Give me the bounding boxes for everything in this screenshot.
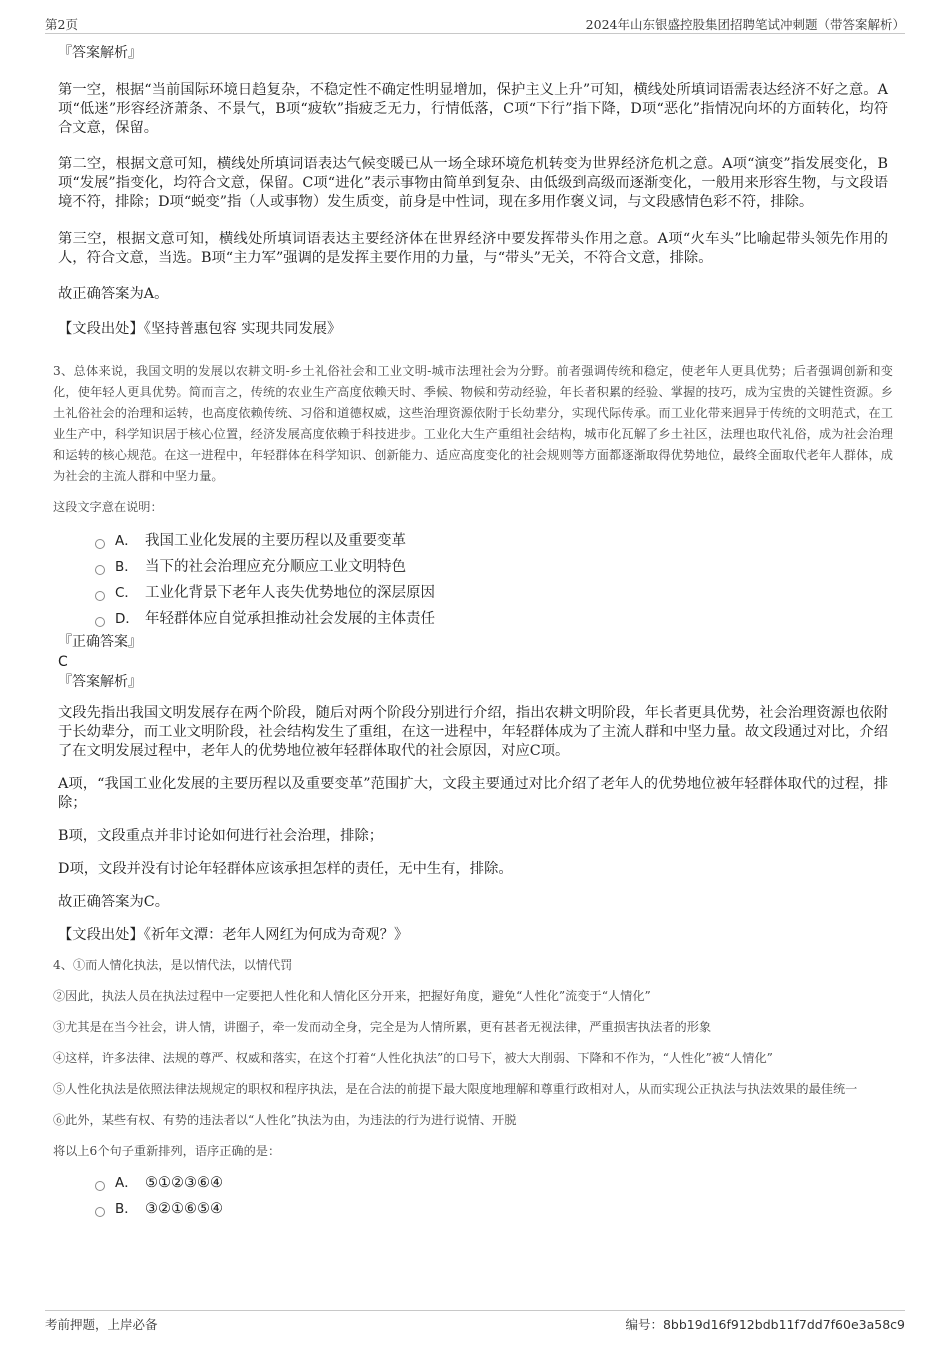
q3-option-d[interactable]: D． 年轻群体应自觉承担推动社会发展的主体责任 <box>95 606 905 632</box>
q2-source: 【文段出处】《坚持普惠包容 实现共同发展》 <box>58 321 342 337</box>
page-number: 第2页 <box>45 17 78 32</box>
q4-sentence-5: ⑤人性化执法是依照法律法规规定的职权和程序执法，是在合法的前提下最大限度地理解和尊重行政相对人，从而实现公正执法与执法效果的最佳统一 <box>53 1082 858 1096</box>
q4-prompt: 将以上6个句子重新排列，语序正确的是： <box>53 1144 281 1158</box>
option-text: 我国工业化发展的主要历程以及重要变革 <box>145 533 406 549</box>
q3-option-c[interactable]: C． 工业化背景下老年人丧失优势地位的深层原因 <box>95 580 905 606</box>
q3-answer: C <box>58 654 68 670</box>
q3-option-a[interactable]: A． 我国工业化发展的主要历程以及重要变革 <box>95 528 905 554</box>
radio-icon[interactable] <box>95 1207 105 1217</box>
document-code: 编号：8bb19d16f912bdb11f7dd7f60e3a58c9 <box>625 1317 905 1332</box>
q4-sentence-2: ②因此，执法人员在执法过程中一定要把人性化和人情化区分开来，把握好角度，避免“人性化”流变于“人情化” <box>53 989 651 1003</box>
q3-prompt: 这段文字意在说明： <box>53 500 163 514</box>
radio-icon[interactable] <box>95 617 105 627</box>
q2-analysis-p1: 第一空，根据“当前国际环境日趋复杂，不稳定性不确定性明显增加，保护主义上升”可知，横线处所填词语需表达经济不好之意。A项“低迷”形容经济萧条、不景气，B项“疲软”指疲乏无力，行情低落，C项“下行”指下降，D项“恶化”指情况向坏的方面转化，均符合文意，保留。 <box>58 82 888 136</box>
q3-option-b[interactable]: B． 当下的社会治理应充分顺应工业文明特色 <box>95 554 905 580</box>
q4-options <box>95 1170 905 1222</box>
document-title: 2024年山东银盛控股集团招聘笔试冲刺题（带答案解析） <box>585 17 905 32</box>
q3-analysis-p2: A项，“我国工业化发展的主要历程以及重要变革”范围扩大，文段主要通过对比介绍了老年人的优势地位被年轻群体取代的过程，排除； <box>58 776 888 811</box>
q4-option-a[interactable]: A． ⑤①②③⑥④ <box>95 1170 905 1196</box>
q3-stem: 3、总体来说，我国文明的发展以农耕文明-乡土礼俗社会和工业文明-城市法理社会为分野。前者强调传统和稳定，使老年人更具优势；后者强调创新和变化，使年轻人更具优势。简而言之，传统的农业生产高度依赖天时、季候、物候和劳动经验，年长者积累的经验、掌握的技巧，成为宝贵的关键性资源。乡土礼俗社会的治理和运转，也高度依赖传统、习俗和道德权威，这些治理资源依附于长幼辈分，实现代际传承。而工业化带来迥异于传统的文明范式，在工业生产中，科学知识居于核心位置，经济发展高度依赖于科技进步。工业化大生产重组社会结构，城市化瓦解了乡土社区，法理也取代礼俗，成为社会治理和运转的核心规范。在这一进程中，年轻群体在科学知识、创新能力、适应高度变化的社会规则等方面都逐渐取得优势地位，最终全面取代老年人群体，成为社会的主流人群和中坚力量。 <box>53 364 893 483</box>
footer-slogan: 考前押题，上岸必备 <box>45 1317 158 1332</box>
page-content <box>45 43 905 1222</box>
page-header <box>45 13 905 34</box>
q4-sentence-1: 4、①而人情化执法，是以情代法，以情代罚 <box>53 958 293 972</box>
option-text: 当下的社会治理应充分顺应工业文明特色 <box>145 559 406 575</box>
q3-answer-label: 『正确答案』 <box>58 634 142 650</box>
q4-sentence-4: ④这样，许多法律、法规的尊严、权威和落实，在这个打着“人性化执法”的口号下，被大大削弱、下降和不作为，“人性化”被“人情化” <box>53 1051 773 1065</box>
radio-icon[interactable] <box>95 1181 105 1191</box>
page-footer <box>45 1310 905 1333</box>
q3-analysis-p4: D项，文段并没有讨论年轻群体应该承担怎样的责任，无中生有，排除。 <box>58 861 513 877</box>
option-text: 年轻群体应自觉承担推动社会发展的主体责任 <box>145 611 435 627</box>
radio-icon[interactable] <box>95 591 105 601</box>
q2-analysis-p3: 第三空，根据文意可知，横线处所填词语表达主要经济体在世界经济中要发挥带头作用之意。A项“火车头”比喻起带头领先作用的人，符合文意，当选。B项“主力军”强调的是发挥主要作用的力量，与“带头”无关，不符合文意，排除。 <box>58 231 888 266</box>
q2-answer-line: 故正确答案为A。 <box>58 286 169 302</box>
option-text: ③②①⑥⑤④ <box>145 1201 223 1217</box>
q2-analysis-p2: 第二空，根据文意可知，横线处所填词语表达气候变暖已从一场全球环境危机转变为世界经济危机之意。A项“演变”指发展变化，B项“发展”指变化，均符合文意，保留。C项“进化”表示事物由简单到复杂、由低级到高级而逐渐变化，一般用来形容生物，与文段语境不符，排除；D项“蜕变”指（人或事物）发生质变，前身是中性词，现在多用作褒义词，与文段感情色彩不符，排除。 <box>58 156 888 210</box>
q3-analysis-p3: B项，文段重点并非讨论如何进行社会治理，排除； <box>58 828 384 844</box>
radio-icon[interactable] <box>95 539 105 549</box>
option-text: 工业化背景下老年人丧失优势地位的深层原因 <box>145 585 435 601</box>
option-text: ⑤①②③⑥④ <box>145 1175 223 1191</box>
q4-sentence-3: ③尤其是在当今社会，讲人情，讲圈子，牵一发而动全身，完全是为人情所累，更有甚者无视法律，严重损害执法者的形象 <box>53 1020 712 1034</box>
radio-icon[interactable] <box>95 565 105 575</box>
q3-analysis-p1: 文段先指出我国文明发展存在两个阶段，随后对两个阶段分别进行介绍，指出农耕文明阶段，年长者更具优势，社会治理资源也依附于长幼辈分，而工业文明阶段，社会结构发生了重组，在这一进程中，年轻群体成为了主流人群和中坚力量。故文段通过对比，介绍了在文明发展过程中，老年人的优势地位被年轻群体取代的社会原因，对应C项。 <box>58 705 888 759</box>
q4-sentence-6: ⑥此外，某些有权、有势的违法者以“人性化”执法为由，为违法的行为进行说情、开脱 <box>53 1113 517 1127</box>
q3-source: 【文段出处】《祈年文潭：老年人网红为何成为奇观？》 <box>58 927 409 943</box>
q3-options <box>95 528 905 632</box>
q3-answer-line: 故正确答案为C。 <box>58 894 170 910</box>
q4-option-b[interactable]: B． ③②①⑥⑤④ <box>95 1196 905 1222</box>
q3-analysis-label: 『答案解析』 <box>58 674 142 690</box>
q2-analysis-label: 『答案解析』 <box>58 45 142 61</box>
